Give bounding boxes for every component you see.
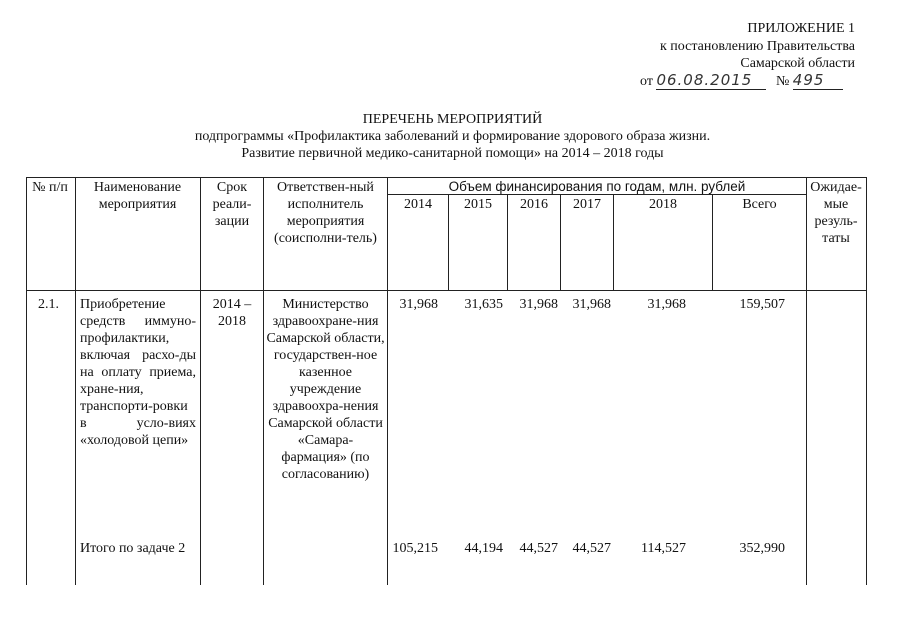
row-value: 31,968 (572, 297, 611, 312)
total-value: 114,527 (641, 541, 686, 556)
total-label: Итого по задаче 2 (80, 541, 186, 556)
row-value: 31,968 (647, 297, 686, 312)
total-value-sum: 352,990 (739, 541, 785, 556)
table-line (387, 177, 388, 585)
total-value: 44,527 (519, 541, 558, 556)
row-num: 2.1. (38, 297, 59, 312)
row-name: Приобретение средств иммуно-профилактики, включая расхо-ды на оплату приема, хране-ния, транспорти-ровки в усло-виях «холодовой цепи» (80, 297, 196, 448)
appendix-resolution: к постановлению Правительства (659, 39, 855, 54)
header-year: 2016 (520, 197, 548, 212)
header-year-total: Всего (742, 197, 777, 212)
header-year: 2017 (573, 197, 601, 212)
handwritten-number: 495 (793, 72, 843, 90)
table-line (75, 177, 76, 585)
document-title: ПЕРЕЧЕНЬ МЕРОПРИЯТИЙ (362, 112, 543, 127)
header-year: 2015 (464, 197, 492, 212)
header-year: 2014 (404, 197, 432, 212)
row-term: 2014 – 2018 (212, 297, 252, 329)
total-value: 44,527 (572, 541, 611, 556)
total-value: 105,215 (392, 541, 438, 556)
header-num: № п/п (32, 180, 68, 195)
table-line (26, 177, 27, 585)
header-term: Срок реали-зации (212, 180, 252, 229)
table-line (263, 177, 264, 585)
row-value: 31,635 (464, 297, 503, 312)
row-value-total: 159,507 (739, 297, 785, 312)
row-value: 31,968 (399, 297, 438, 312)
table-line (806, 177, 807, 585)
document-subtitle-1: подпрограммы «Профилактика заболеваний и формирование здорового образа жизни. (194, 129, 711, 144)
table-line (200, 177, 201, 585)
header-responsible: Ответствен-ный исполнитель мероприятия (соисполни-тель) (274, 180, 377, 246)
handwritten-date: 06.08.2015 (656, 72, 766, 90)
appendix-title: ПРИЛОЖЕНИЕ 1 (747, 21, 855, 36)
total-value: 44,194 (464, 541, 503, 556)
document-subtitle-2: Развитие первичной медико-санитарной помощи» на 2014 – 2018 годы (241, 146, 664, 161)
appendix-date-line (640, 72, 860, 90)
number-label: № (775, 74, 790, 89)
header-expected: Ожидае-мые резуль-таты (810, 180, 862, 246)
header-funding: Объем финансирования по годам, млн. рублей (448, 179, 746, 194)
from-label: от (640, 74, 653, 89)
header-name: Наименование мероприятия (93, 180, 182, 212)
row-value: 31,968 (519, 297, 558, 312)
row-responsible: Министерство здравоохране-ния Самарской области, государствен-ное казенное учреждение здравоохра-нения Самарской области «Самара-фармация» (по согласованию) (266, 297, 385, 482)
table-line (866, 177, 867, 585)
header-year: 2018 (649, 197, 677, 212)
appendix-region: Самарской области (740, 56, 855, 71)
table-header-border (26, 290, 866, 291)
